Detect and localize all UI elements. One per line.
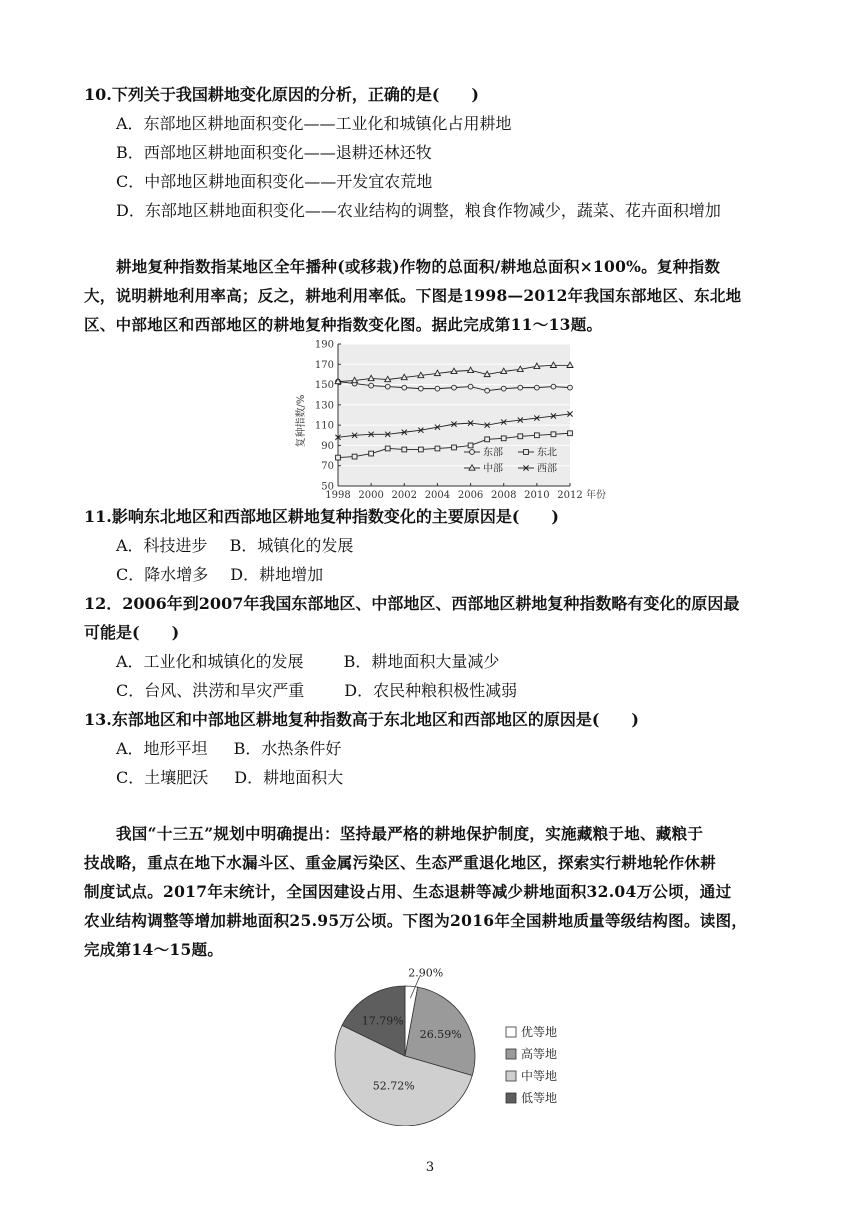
q11-option-d: D．耕地增加 [230,565,324,584]
line-chart-y-tick-label: 150 [314,380,334,392]
para2-line-1: 我国“十三五”规划中明确提出：坚持最严格的耕地保护制度，实施藏粮于地、藏粮于 [116,824,704,843]
line-chart-x-axis-label: 年份 [586,490,606,501]
para2-line-2: 技战略，重点在地下水漏斗区、重金属污染区、生态严重退化地区，探索实行耕地轮作休耕 [84,853,717,872]
pie-legend-label: 中等地 [521,1069,558,1083]
q12-stem-line-1: 12．2006年到2007年我国东部地区、中部地区、西部地区耕地复种指数略有变化的原因最 [84,594,740,613]
q13-option-c: C．土壤肥沃 [116,768,209,787]
q10-option-d: D．东部地区耕地面积变化——农业结构的调整，粮食作物减少，蔬菜、花卉面积增加 [116,201,721,220]
line-chart-point [501,436,506,441]
line-chart-x-tick-label: 2002 [391,490,418,501]
line-chart-legend-label: 中部 [483,463,503,475]
line-chart-point [568,385,573,390]
line-chart-point [551,384,556,389]
line-chart-point [485,437,490,442]
pie-legend-item [506,1068,557,1083]
line-chart-point [418,447,423,452]
para2-line-5: 完成第14～15题。 [84,940,224,959]
line-chart-point [518,434,523,439]
line-chart-y-tick-label: 70 [321,461,334,473]
q11-option-c: C．降水增多 [116,565,209,584]
q11-option-b: B．城镇化的发展 [229,536,354,555]
pie-slice-label: 2.90% [408,966,444,980]
line-chart-y-tick-label: 170 [314,359,334,371]
pie-legend-label: 高等地 [521,1047,558,1061]
pie-legend-label: 优等地 [521,1025,558,1039]
pie-legend-swatch [506,1049,516,1059]
pie-legend-item [506,1046,557,1061]
line-chart-point [402,447,407,452]
pie-legend-item [506,1024,557,1039]
para1-line-1: 耕地复种指数指某地区全年播种(或移栽)作物的总面积/耕地总面积×100%。复种指数 [116,257,721,276]
q10-option-a: A．东部地区耕地面积变化——工业化和城镇化占用耕地 [116,114,512,133]
q10-option-c: C．中部地区耕地面积变化——开发宜农荒地 [116,172,433,191]
line-chart-point [385,446,390,451]
q12-options-row-1 [116,651,499,673]
line-chart-point [534,433,539,438]
q12-stem-line-2: 可能是( ) [84,623,180,642]
line-chart-x-tick-label: 2012 [557,490,583,501]
line-chart-y-tick-label: 130 [314,400,334,412]
q13-options-row-1 [116,738,341,760]
line-chart-y-tick-label: 110 [314,420,334,432]
q12-option-a: A．工业化和城镇化的发展 [116,652,304,671]
q13-option-d: D．耕地面积大 [234,768,344,787]
farmland-quality-pie-chart [330,966,600,1126]
pie-legend-swatch [506,1027,516,1037]
q12-option-c: C．台风、洪涝和旱灾严重 [116,681,305,700]
line-chart-legend-marker [470,450,475,455]
q12-option-d: D．农民种粮积极性减弱 [344,681,518,700]
q11-options-row-2 [116,564,323,586]
q12-option-b: B．耕地面积大量减少 [343,652,500,671]
q13-option-a: A．地形平坦 [116,739,208,758]
para2-line-3: 制度试点。2017年末统计，全国因建设占用、生态退耕等减少耕地面积32.04万公顷，通过 [84,882,732,901]
line-chart-x-tick-label: 2000 [358,490,384,501]
line-chart-y-axis-label: 复种指数/% [296,394,307,448]
pie-slice-label: 17.79% [361,1014,404,1028]
line-chart-x-tick-label: 2004 [424,490,451,501]
multiple-cropping-index-line-chart [292,338,632,504]
q13-options-row-2 [116,767,343,789]
line-chart-point [468,443,473,448]
line-chart-y-tick-label: 50 [321,481,334,493]
line-chart-point [402,385,407,390]
q11-option-a: A．科技进步 [116,536,208,555]
line-chart-point [501,386,506,391]
line-chart-point [485,388,490,393]
para2-line-4: 农业结构调整等增加耕地面积25.95万公顷。下图为2016年全国耕地质量等级结构图。读图， [84,911,748,930]
line-chart-point [518,385,523,390]
q11-options-row-1 [116,535,353,557]
line-chart-point [369,383,374,388]
line-chart-point [551,432,556,437]
line-chart-legend-label: 西部 [537,463,557,475]
line-chart-x-tick-label: 2008 [490,490,517,501]
page-number: 3 [425,1160,435,1175]
line-chart-legend-marker [524,450,529,455]
line-chart-point [452,445,457,450]
line-chart-point [369,451,374,456]
line-chart-point [468,384,473,389]
line-chart-point [534,385,539,390]
line-chart-point [418,386,423,391]
line-chart-y-tick-label: 190 [314,339,334,351]
q13-option-b: B．水热条件好 [233,739,342,758]
line-chart-legend-label: 东北 [537,447,557,459]
q10-stem: 10.下列关于我国耕地变化原因的分析，正确的是( ) [84,85,479,104]
line-chart-x-tick-label: 2010 [524,490,550,501]
para1-line-2: 大，说明耕地利用率高；反之，耕地利用率低。下图是1998—2012年我国东部地区、东北地 [84,286,742,305]
para1-line-3: 区、中部地区和西部地区的耕地复种指数变化图。据此完成第11～13题。 [84,315,603,334]
q10-option-b: B．西部地区耕地面积变化——退耕还林还牧 [116,143,432,162]
pie-legend-swatch [506,1071,516,1081]
line-chart-point [435,446,440,451]
pie-legend-label: 低等地 [521,1091,558,1105]
pie-legend-swatch [506,1093,516,1103]
line-chart-point [336,455,341,460]
line-chart-point [452,385,457,390]
line-chart-point [352,454,357,459]
pie-legend-item [506,1090,557,1105]
q11-stem: 11.影响东北地区和西部地区耕地复种指数变化的主要原因是( ) [84,507,559,526]
line-chart-point [435,386,440,391]
line-chart-legend-label: 东部 [483,447,503,459]
line-chart-y-tick-label: 90 [321,440,334,452]
pie-slice-label: 26.59% [419,1027,462,1041]
pie-slice-label: 52.72% [372,1079,415,1093]
line-chart-x-tick-label: 2006 [457,490,484,501]
line-chart-x-tick-label: 1998 [325,490,351,501]
line-chart-point [568,431,573,436]
q12-options-row-2 [116,680,517,702]
q13-stem: 13.东部地区和中部地区耕地复种指数高于东北地区和西部地区的原因是( ) [84,710,639,729]
line-chart-point [385,384,390,389]
